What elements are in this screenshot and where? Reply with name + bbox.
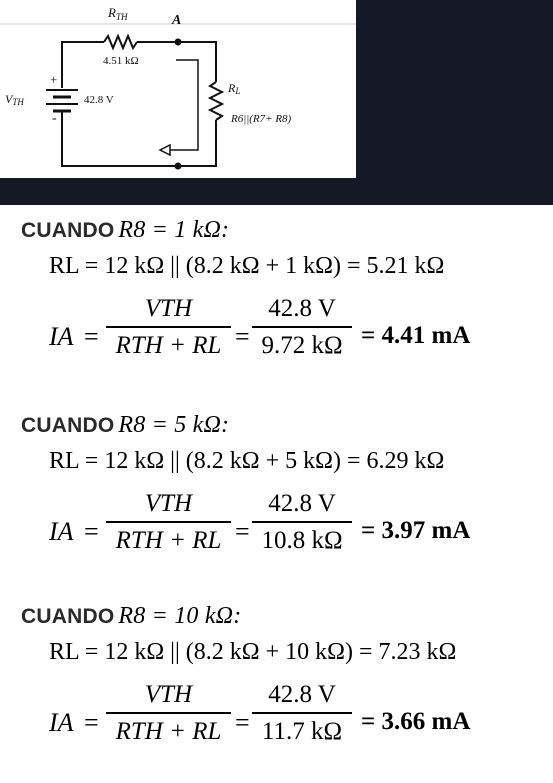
cuando-word: CUANDO (21, 605, 115, 628)
rl-expression: R6||(R7+ R8) (231, 113, 292, 125)
fraction-numerator: 42.8 V (268, 681, 336, 708)
ia-symbol: IA (49, 322, 74, 351)
bottom-node-dot (175, 163, 182, 170)
case-block-1 (0, 217, 553, 397)
ia-symbol: IA (49, 708, 74, 737)
vth-value: 42.8 V (84, 94, 114, 106)
fraction-numeric (252, 295, 352, 360)
minus-sign: - (52, 111, 57, 126)
current-result: = 3.66 mA (361, 708, 471, 735)
fraction-denominator: RTH + RL (106, 712, 231, 746)
rth-label: $R_{TH}$ (108, 5, 128, 22)
equals-sign: = (235, 322, 250, 351)
fraction-symbolic (106, 681, 231, 746)
equals-sign: = (84, 517, 99, 546)
fraction-numerator: 42.8 V (268, 490, 336, 517)
current-arrow-icon (160, 145, 170, 155)
fraction-symbolic (106, 490, 231, 555)
rl-label: RL (228, 81, 241, 96)
plus-sign: + (50, 72, 58, 87)
case-block-2 (0, 412, 553, 592)
circuit-panel (0, 0, 356, 178)
fraction-denominator: RTH + RL (106, 521, 231, 555)
fraction-denominator: 9.72 kΩ (252, 326, 352, 360)
equals-sign: = (235, 708, 250, 737)
vth-label: VTH (5, 92, 24, 107)
rth-resistor (104, 36, 137, 48)
case-block-3 (0, 603, 553, 783)
equals-sign: = (84, 322, 99, 351)
current-loop (160, 60, 198, 150)
r8-condition: R8 = 5 kΩ: (118, 412, 230, 438)
equals-sign: = (84, 708, 99, 737)
wire-bottom (62, 120, 216, 166)
equals-sign: = (235, 517, 250, 546)
wire-top-right (137, 42, 216, 82)
current-result: = 3.97 mA (361, 517, 471, 544)
r8-condition: R8 = 10 kΩ: (118, 603, 242, 629)
current-equation (49, 681, 549, 761)
current-equation (49, 295, 549, 375)
circuit-diagram (0, 0, 356, 178)
cuando-word: CUANDO (21, 219, 115, 242)
fraction-symbolic (106, 295, 231, 360)
rl-equation: RL = 12 kΩ || (8.2 kΩ + 1 kΩ) = 5.21 kΩ (49, 253, 445, 279)
cuando-word: CUANDO (21, 414, 115, 437)
rl-equation: RL = 12 kΩ || (8.2 kΩ + 5 kΩ) = 6.29 kΩ (49, 448, 445, 474)
rth-value: 4.51 kΩ (103, 55, 139, 67)
fraction-numerator: VTH (144, 681, 193, 708)
case-heading (21, 412, 229, 439)
fraction-numerator: 42.8 V (268, 295, 336, 322)
wire-top-left (62, 42, 104, 88)
fraction-numerator: VTH (144, 490, 193, 517)
node-a-dot (175, 39, 182, 46)
fraction-numeric (252, 490, 352, 555)
rl-resistor (210, 82, 222, 120)
current-equation (49, 490, 549, 570)
fraction-denominator: 11.7 kΩ (252, 712, 352, 746)
fraction-numerator: VTH (144, 295, 193, 322)
case-heading (21, 217, 229, 244)
fraction-numeric (252, 681, 352, 746)
rl-equation: RL = 12 kΩ || (8.2 kΩ + 10 kΩ) = 7.23 kΩ (49, 639, 457, 665)
r8-condition: R8 = 1 kΩ: (118, 217, 230, 243)
case-heading (21, 603, 241, 630)
ia-symbol: IA (49, 517, 74, 546)
node-a-label: A (172, 13, 182, 28)
current-result: = 4.41 mA (361, 322, 471, 349)
fraction-denominator: 10.8 kΩ (252, 521, 352, 555)
fraction-denominator: RTH + RL (106, 326, 231, 360)
